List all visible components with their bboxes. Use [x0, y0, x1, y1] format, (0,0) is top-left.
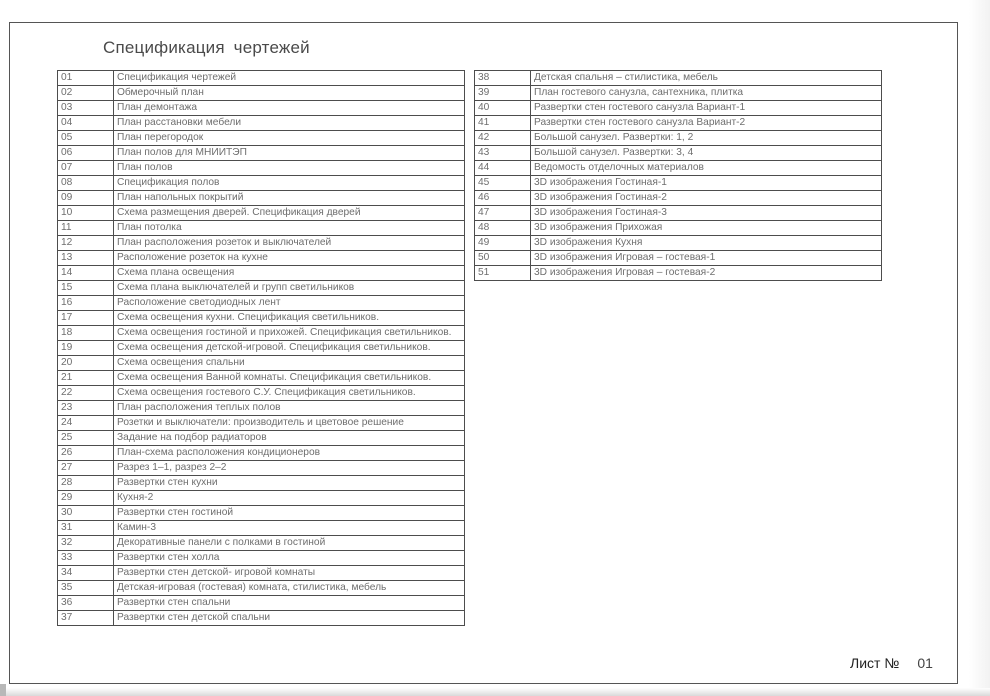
drawing-title-cell: Развертки стен холла: [114, 551, 465, 566]
table-row: [58, 476, 465, 491]
drawing-title-cell: План перегородок: [114, 131, 465, 146]
sheet-number-cell: 04: [58, 116, 114, 131]
table-row: [58, 176, 465, 191]
drawing-title-cell: Схема плана освещения: [114, 266, 465, 281]
drawing-title-cell: Схема освещения Ванной комнаты. Спецификация светильников.: [114, 371, 465, 386]
sheet-number-cell: 44: [475, 161, 531, 176]
drawings-table-left: [57, 70, 465, 626]
drawing-title-cell: Спецификация полов: [114, 176, 465, 191]
sheet-number-block: [850, 655, 933, 671]
sheet-number-cell: 09: [58, 191, 114, 206]
table-row: [475, 146, 882, 161]
sheet-number-cell: 18: [58, 326, 114, 341]
sheet-number-cell: 36: [58, 596, 114, 611]
sheet-number-cell: 01: [58, 71, 114, 86]
sheet-number-cell: 10: [58, 206, 114, 221]
table-row: [58, 491, 465, 506]
sheet-number-cell: 30: [58, 506, 114, 521]
table-row: [58, 431, 465, 446]
drawing-title-cell: Декоративные панели с полками в гостиной: [114, 536, 465, 551]
page-shadow-right: [969, 0, 990, 696]
drawing-title-cell: План расстановки мебели: [114, 116, 465, 131]
table-row: [475, 236, 882, 251]
drawing-title-cell: Большой санузел. Развертки: 1, 2: [531, 131, 882, 146]
table-row: [58, 596, 465, 611]
drawing-title-cell: План расположения теплых полов: [114, 401, 465, 416]
sheet-number-cell: 28: [58, 476, 114, 491]
drawing-title-cell: 3D изображения Гостиная-2: [531, 191, 882, 206]
drawing-title-cell: Обмерочный план: [114, 86, 465, 101]
sheet-number-cell: 07: [58, 161, 114, 176]
sheet-number-cell: 45: [475, 176, 531, 191]
table-row: [58, 191, 465, 206]
sheet-number-cell: 29: [58, 491, 114, 506]
sheet-number-cell: 35: [58, 581, 114, 596]
sheet-number-cell: 14: [58, 266, 114, 281]
drawing-title-cell: Схема освещения гостевого С.У. Спецификация светильников.: [114, 386, 465, 401]
table-row: [58, 131, 465, 146]
table-row: [58, 506, 465, 521]
sheet-number-cell: 05: [58, 131, 114, 146]
drawing-title-cell: Расположение розеток на кухне: [114, 251, 465, 266]
sheet-number-cell: 03: [58, 101, 114, 116]
sheet-number-cell: 22: [58, 386, 114, 401]
table-row: [58, 371, 465, 386]
sheet-number-cell: 50: [475, 251, 531, 266]
table-row: [58, 461, 465, 476]
table-row: [475, 191, 882, 206]
drawing-title-cell: 3D изображения Прихожая: [531, 221, 882, 236]
drawing-title-cell: 3D изображения Гостиная-1: [531, 176, 882, 191]
drawing-title-cell: Детская-игровая (гостевая) комната, стилистика, мебель: [114, 581, 465, 596]
drawing-title-cell: Схема плана выключателей и групп светильников: [114, 281, 465, 296]
sheet-number-cell: 13: [58, 251, 114, 266]
sheet-number-cell: 34: [58, 566, 114, 581]
table-row: [58, 341, 465, 356]
drawing-title-cell: План-схема расположения кондиционеров: [114, 446, 465, 461]
table-row: [58, 611, 465, 626]
sheet-number-cell: 39: [475, 86, 531, 101]
table-row: [475, 161, 882, 176]
drawing-title-cell: 3D изображения Игровая – гостевая-2: [531, 266, 882, 281]
table-row: [58, 581, 465, 596]
drawing-title-cell: Развертки стен детской спальни: [114, 611, 465, 626]
sheet-number-cell: 49: [475, 236, 531, 251]
sheet-number-cell: 51: [475, 266, 531, 281]
sheet-number-cell: 38: [475, 71, 531, 86]
sheet-number-cell: 16: [58, 296, 114, 311]
sheet-number-cell: 12: [58, 236, 114, 251]
sheet-number-cell: 31: [58, 521, 114, 536]
drawing-title-cell: 3D изображения Игровая – гостевая-1: [531, 251, 882, 266]
drawing-title-cell: Схема освещения гостиной и прихожей. Спецификация светильников.: [114, 326, 465, 341]
table-row: [58, 221, 465, 236]
drawing-title-cell: План потолка: [114, 221, 465, 236]
drawing-title-cell: Развертки стен кухни: [114, 476, 465, 491]
sheet-number-cell: 15: [58, 281, 114, 296]
drawing-title-cell: Схема освещения детской-игровой. Спецификация светильников.: [114, 341, 465, 356]
drawing-title-cell: Развертки стен детской- игровой комнаты: [114, 566, 465, 581]
table-row: [475, 131, 882, 146]
sheet-number-cell: 40: [475, 101, 531, 116]
page-shadow-bottom: [0, 688, 990, 696]
table-row: [58, 521, 465, 536]
table-row: [475, 116, 882, 131]
drawing-title-cell: Кухня-2: [114, 491, 465, 506]
table-row: [58, 236, 465, 251]
drawing-title-cell: План расположения розеток и выключателей: [114, 236, 465, 251]
sheet-number-cell: 47: [475, 206, 531, 221]
drawing-title-cell: Задание на подбор радиаторов: [114, 431, 465, 446]
drawing-title-cell: Расположение светодиодных лент: [114, 296, 465, 311]
sheet-number-cell: 02: [58, 86, 114, 101]
sheet-number-cell: 27: [58, 461, 114, 476]
drawing-title-cell: Камин-3: [114, 521, 465, 536]
table-row: [58, 146, 465, 161]
sheet-number-label: Лист №: [850, 655, 900, 671]
table-row: [475, 251, 882, 266]
table-row: [475, 206, 882, 221]
sheet-number-cell: 11: [58, 221, 114, 236]
drawing-title-cell: Детская спальня – стилистика, мебель: [531, 71, 882, 86]
drawing-title-cell: Развертки стен спальни: [114, 596, 465, 611]
drawing-title-cell: 3D изображения Кухня: [531, 236, 882, 251]
drawing-title-cell: Развертки стен гостиной: [114, 506, 465, 521]
page-title: Спецификация чертежей: [103, 38, 310, 57]
table-row: [475, 71, 882, 86]
table-row: [58, 161, 465, 176]
sheet-number-cell: 42: [475, 131, 531, 146]
drawing-title-cell: Развертки стен гостевого санузла Вариант-1: [531, 101, 882, 116]
sheet-number-cell: 41: [475, 116, 531, 131]
table-row: [475, 266, 882, 281]
table-row: [58, 356, 465, 371]
table-row: [58, 251, 465, 266]
drawing-title-cell: Спецификация чертежей: [114, 71, 465, 86]
table-row: [58, 566, 465, 581]
drawing-title-cell: План полов для МНИИТЭП: [114, 146, 465, 161]
table-row: [58, 266, 465, 281]
sheet-number-value: 01: [917, 655, 933, 671]
sheet-number-cell: 46: [475, 191, 531, 206]
sheet-number-cell: 48: [475, 221, 531, 236]
drawing-title-cell: План полов: [114, 161, 465, 176]
table-row: [58, 71, 465, 86]
drawing-title-cell: Схема размещения дверей. Спецификация дверей: [114, 206, 465, 221]
table-row: [58, 281, 465, 296]
sheet-number-cell: 17: [58, 311, 114, 326]
drawing-title-cell: Большой санузел. Развертки: 3, 4: [531, 146, 882, 161]
table-row: [475, 176, 882, 191]
sheet-number-cell: 23: [58, 401, 114, 416]
table-row: [58, 386, 465, 401]
sheet-number-cell: 20: [58, 356, 114, 371]
drawing-title-cell: План демонтажа: [114, 101, 465, 116]
drawing-title-cell: План напольных покрытий: [114, 191, 465, 206]
drawing-title-cell: 3D изображения Гостиная-3: [531, 206, 882, 221]
drawing-title-cell: План гостевого санузла, сантехника, плитка: [531, 86, 882, 101]
sheet-number-cell: 37: [58, 611, 114, 626]
table-row: [58, 536, 465, 551]
table-row: [58, 311, 465, 326]
sheet-number-cell: 06: [58, 146, 114, 161]
sheet-number-cell: 08: [58, 176, 114, 191]
sheet-number-cell: 21: [58, 371, 114, 386]
drawing-title-cell: Схема освещения спальни: [114, 356, 465, 371]
drawing-title-cell: Разрез 1–1, разрез 2–2: [114, 461, 465, 476]
sheet-number-cell: 24: [58, 416, 114, 431]
sheet-number-cell: 33: [58, 551, 114, 566]
drawing-title-cell: Развертки стен гостевого санузла Вариант-2: [531, 116, 882, 131]
table-row: [58, 326, 465, 341]
table-row: [58, 296, 465, 311]
table-row: [58, 86, 465, 101]
drawing-title-cell: Розетки и выключатели: производитель и цветовое решение: [114, 416, 465, 431]
table-row: [475, 221, 882, 236]
table-row: [475, 86, 882, 101]
table-row: [58, 116, 465, 131]
drawing-title-cell: Ведомость отделочных материалов: [531, 161, 882, 176]
table-row: [58, 416, 465, 431]
sheet-number-cell: 32: [58, 536, 114, 551]
page-corner-marker: [0, 684, 6, 696]
table-row: [475, 101, 882, 116]
sheet-number-cell: 43: [475, 146, 531, 161]
sheet-number-cell: 19: [58, 341, 114, 356]
table-row: [58, 206, 465, 221]
drawing-title-cell: Схема освещения кухни. Спецификация светильников.: [114, 311, 465, 326]
table-row: [58, 446, 465, 461]
sheet-number-cell: 25: [58, 431, 114, 446]
table-row: [58, 401, 465, 416]
table-row: [58, 551, 465, 566]
drawings-table-right: [474, 70, 882, 281]
table-row: [58, 101, 465, 116]
sheet-number-cell: 26: [58, 446, 114, 461]
